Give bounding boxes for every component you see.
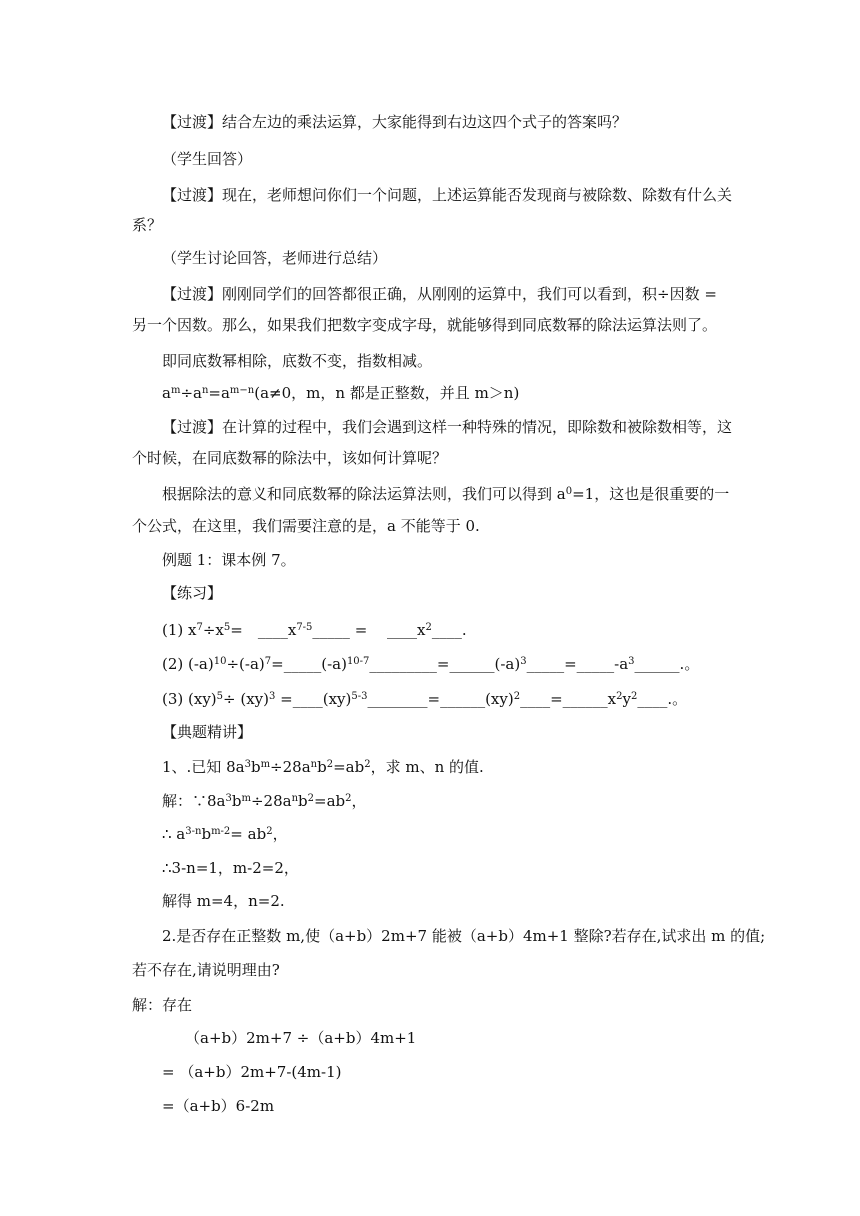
paragraph-zero-exponent-line1: 根据除法的意义和同底数幂的除法运算法则，我们可以得到 $a^0=1$，这也是很重要的一 [162, 485, 730, 503]
exercise-3: (3) $(xy)^5\div (xy)^3 =\_\_\_\_(xy)^{5-3}\_\_\_\_\_\_\_\_=\_\_\_\_\_\_(xy)^2\_\_\_\_=\_\_\_\_\_\_x^2y^2\_\_\_\_$.。 [162, 690, 688, 708]
exercise-2: (2) $(-a)^{10}\div(-a)^7=\_\_\_\_\_(-a)^{10-7}\_\_\_\_\_\_\_\_\_=\_\_\_\_\_\_(-a)^3\_\_\_\_\_=\_\_\_\_\_-a^3\_\_\_\_\_\_$.。 [162, 655, 700, 673]
question-2-line1: 2.是否存在正整数 m,使（a+b）2m+7 能被（a+b）4m+1 整除?若存在,试求出 m 的值; [162, 927, 766, 945]
paragraph-transition-2-line2: 系？ [132, 216, 163, 234]
typical-examples-heading: 【典题精讲】 [162, 723, 253, 741]
solution-1-line2: ∴ $a^{3-n}b^{m-2}= ab^2$， [162, 825, 288, 843]
paragraph-transition-4-line1: 【过渡】在计算的过程中，我们会遇到这样一种特殊的情况，即除数和被除数相等，这 [162, 418, 733, 436]
solution-2-line3: =（a+b）6-2m [162, 1097, 275, 1115]
exercise-1: (1) $x^7\div x^5=$ $\_\_\_\_x^{7-5}\_\_\_\_\_$ = $\_\_\_\_x^2\_\_\_\_$. [162, 621, 467, 639]
formula-division-rule: $a^m\div a^n=a^{m-n}(a\ne 0$，m，n 都是正整数，并且 m＞n) [162, 384, 520, 402]
question-1: 1、.已知 $8a^3b^m\div 28a^nb^2=ab^2$，求 m、n 的值. [162, 758, 484, 776]
solution-2-heading: 解：存在 [132, 996, 193, 1014]
paragraph-rule: 即同底数幂相除，底数不变，指数相减。 [162, 352, 433, 370]
paragraph-student-answer: （学生回答） [162, 150, 253, 168]
question-2-line2: 若不存在,请说明理由? [132, 961, 280, 979]
solution-2-line1: （a+b）2m+7 ÷（a+b）4m+1 [185, 1029, 417, 1047]
paragraph-transition-2-line1: 【过渡】现在，老师想问你们一个问题，上述运算能否发现商与被除数、除数有什么关 [162, 186, 733, 204]
practice-heading: 【练习】 [162, 584, 223, 602]
paragraph-transition-1: 【过渡】结合左边的乘法运算，大家能得到右边这四个式子的答案吗？ [162, 113, 628, 131]
solution-1-line3: ∴3-n=1，m-2=2， [162, 859, 299, 877]
paragraph-transition-4-line2: 个时候，在同底数幂的除法中，该如何计算呢？ [132, 449, 448, 467]
example-1-heading: 例题 1：课本例 7。 [162, 551, 296, 569]
paragraph-transition-3-line2: 另一个因数。那么，如果我们把数字变成字母，就能够得到同底数幂的除法运算法则了。 [132, 316, 718, 334]
solution-1-line1: 解：$\because 8a^3b^m\div 28a^nb^2=ab^2$， [162, 792, 367, 810]
paragraph-zero-exponent-line2: 个公式，在这里，我们需要注意的是，a 不能等于 0. [132, 517, 480, 535]
solution-2-line2: = （a+b）2m+7-(4m-1) [162, 1063, 342, 1081]
solution-1-line4: 解得 m=4，n=2. [162, 892, 285, 910]
paragraph-transition-3-line1: 【过渡】刚刚同学们的回答都很正确，从刚刚的运算中，我们可以看到，积÷因数 = [162, 285, 717, 303]
paragraph-discussion: （学生讨论回答，老师进行总结） [162, 249, 388, 267]
